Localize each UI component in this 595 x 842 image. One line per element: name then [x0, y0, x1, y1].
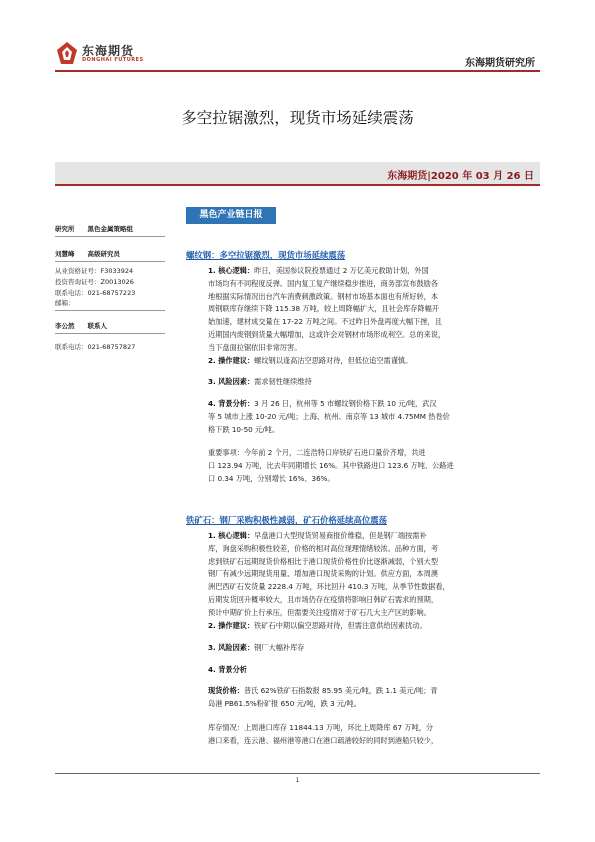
text-line: 港口来看，连云港、福州港等港口在港口疏港较好的同时到港船只较少， [208, 735, 439, 745]
header-institute-label: 东海期货研究所 [465, 58, 535, 69]
rebar-advice [208, 355, 540, 368]
text-line: 近期国内废钢到货量大幅增加，这或许会对钢材市场形成利空。总的来说， [208, 329, 446, 339]
ore-inventory [208, 722, 540, 748]
text-line: 昨日，美国参议院投票通过 2 万亿美元救助计划，外国 [254, 266, 429, 275]
report-date: 东海期货|2020 年 03 月 26 日 [387, 171, 534, 182]
paragraph-label: 1. 核心逻辑： [208, 531, 255, 540]
left-divider-2 [55, 261, 165, 262]
text-line: 需求韧性继续维持 [254, 377, 312, 386]
paragraph-label: 3. 风险因素： [208, 643, 255, 652]
text-line: 市场均有不同程度反弹。国内复工复产继续稳步推进，商务部宣布鼓励各 [208, 278, 439, 288]
paragraph-label: 2. 操作建议： [208, 621, 255, 630]
text-line: 虑到铁矿石远期现货价格相比于港口现货价格性价比逐渐减弱，个别大型 [208, 556, 439, 566]
contact-phone: 联系电话：021-68757827 [55, 343, 136, 351]
date-band [55, 162, 540, 186]
ore-background-heading [208, 664, 540, 677]
contact-name: 李公然 联系人 [55, 322, 107, 330]
text-line: 重要事项：今年前 2 个月，二连浩特口岸铁矿石进口量价齐增，共进 [208, 448, 426, 457]
analyst-email: 邮箱： [55, 299, 75, 307]
text-line: 始加速，建材成交量在 17-22 万吨之间。不过昨日外盘再度大幅下挫，且 [208, 317, 442, 327]
analyst-phone: 联系电话：021-68757223 [55, 289, 136, 297]
text-line: 洲巴西矿石发货量 2228.4 万吨，环比回升 410.3 万吨，从季节性数据看， [208, 582, 450, 592]
text-line: 铁矿石中期以偏空思路对待，但需注意供给因素扰动。 [254, 621, 427, 630]
text-line: 等 5 城市上涨 10-20 元/吨；上海、杭州、南京等 13 城市 4.75MM 热卷价 [208, 411, 450, 421]
ore-core-logic [208, 530, 540, 620]
category-badge [186, 207, 276, 224]
paragraph-label: 4. 背景分析 [208, 665, 247, 674]
section-heading-rebar: 螺纹钢：多空拉锯激烈，现货市场延续震荡 [186, 250, 346, 260]
ore-spot-price [208, 685, 540, 711]
paragraph-label: 2. 操作建议： [208, 356, 255, 365]
paragraph-label: 4. 背景分析： [208, 399, 255, 408]
report-title: 多空拉锯激烈，现货市场延续震荡 [181, 109, 414, 127]
text-line: 钢厂大幅补库存 [254, 643, 305, 652]
text-line: 地根据实际情况出台汽车消费刺激政策。钢材市场基本面也有所好转，本 [208, 291, 439, 301]
rebar-core-logic [208, 265, 540, 355]
ore-advice [208, 620, 540, 633]
text-line: 库存情况：上周港口库存 11844.13 万吨，环比上周降库 67 万吨，分 [208, 723, 434, 732]
left-divider-1 [55, 236, 165, 237]
rebar-risk [208, 376, 540, 389]
rebar-background [208, 398, 540, 436]
text-line: 普氏 62%铁矿石指数报 85.95 美元/吨，跌 1.1 美元/吨；青 [243, 686, 438, 695]
text-line: 3 月 26 日，杭州等 5 市螺纹钢价格下跌 10 元/吨，武汉 [254, 399, 437, 408]
dept-label: 研究所 黑色金属策略组 [55, 225, 133, 233]
left-divider-4 [55, 333, 165, 334]
footer-divider [55, 773, 540, 774]
text-line: 口 0.34 万吨，分别增长 16%、36%。 [208, 473, 335, 483]
text-line: 螺纹钢以逢高沽空思路对待，但低位追空需谨慎。 [254, 356, 413, 365]
text-line: 口 123.94 万吨，比去年同期增长 16%。其中铁路进口 123.6 万吨、公路进 [208, 460, 454, 470]
text-line: 预计中期矿价上行承压，但需要关注疫情对于矿石几大主产区的影响。 [208, 607, 431, 617]
logo-mark-icon [55, 40, 79, 66]
paragraph-label: 1. 核心逻辑： [208, 266, 255, 275]
analyst-name: 刘慧峰 高级研究员 [55, 250, 120, 258]
text-line: 格下跌 10-50 元/吨。 [208, 424, 280, 434]
page-number: 1 [295, 777, 300, 784]
text-line: 周钢联库存继续下降 115.38 万吨，较上周降幅扩大，且社会库存降幅开 [208, 304, 439, 314]
text-line: 岛港 PB61.5%粉矿报 650 元/吨，跌 3 元/吨。 [208, 698, 361, 708]
company-logo [55, 40, 195, 68]
left-divider-3 [55, 310, 165, 311]
rebar-important-items [208, 447, 540, 485]
category-label: 黑色产业链日报 [199, 210, 263, 220]
paragraph-label: 3. 风险因素： [208, 377, 255, 386]
analyst-consult-cert: 投资咨询证号：Z0013026 [55, 278, 134, 286]
analyst-cert: 从业资格证号：F3033924 [55, 267, 134, 275]
logo-en-text: DONGHAI FUTURES [82, 57, 144, 63]
text-line: 当下盘面拉锯依旧非常厉害。 [208, 342, 302, 352]
section-heading-iron-ore: 铁矿石：钢厂采购积极性减弱，矿石价格延续高位震荡 [186, 515, 387, 525]
paragraph-label: 现货价格： [208, 686, 244, 695]
text-line: 钢厂有减少远期现货用量、增加港口现货采购的计划。供应方面，本周澳 [208, 569, 439, 579]
ore-risk [208, 642, 540, 655]
text-line: 后期发货回升概率较大，且市场仍存在疫情将影响日韩矿石需求的预期， [208, 594, 439, 604]
logo-cn-text: 东海期货 [82, 44, 135, 58]
text-line: 库，询盘采购积极性较差，价格的相对高位现理情绪较浓。品种方面，考 [208, 543, 439, 553]
text-line: 早盘港口大型现货贸易商报价维稳，但是钢厂端按需补 [254, 531, 427, 540]
header-divider [55, 70, 540, 72]
